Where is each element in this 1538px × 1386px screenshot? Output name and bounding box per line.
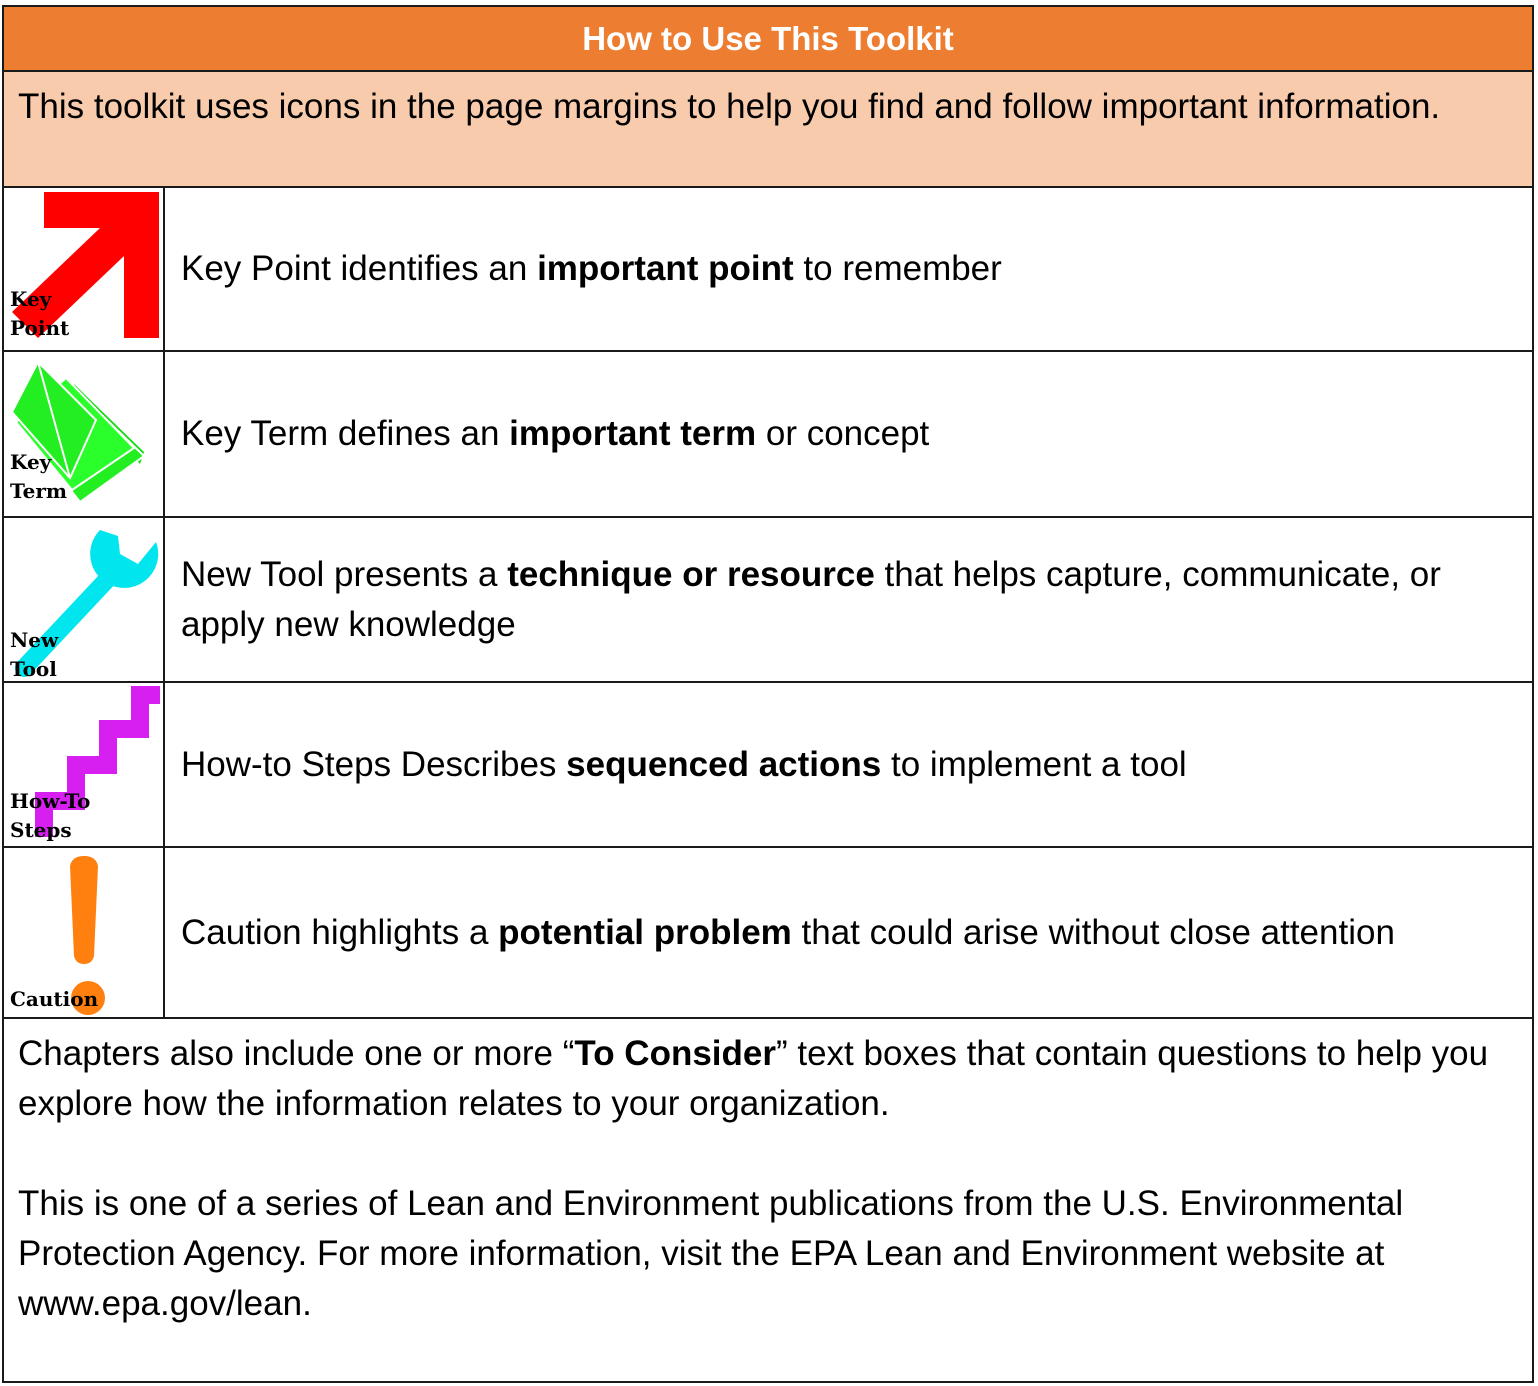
key-term-icon — [4, 352, 165, 516]
to-consider-note: Chapters also include one or more “To Consider” text boxes that contain questions to help you explore how the information relates to your organization. — [18, 1034, 1489, 1123]
footer-notes — [4, 1019, 1532, 1381]
new-tool-icon — [4, 518, 165, 681]
key-point-icon-label: Key Point — [10, 287, 70, 340]
item-row-caution — [4, 848, 1532, 1019]
key-term-description: Key Term defines an important term or concept — [181, 414, 930, 453]
how-to-steps-icon — [4, 683, 165, 846]
table-header — [4, 7, 1532, 72]
how-to-steps-description: How-to Steps Describes sequenced actions to implement a tool — [181, 744, 1187, 784]
caution-description: Caution highlights a potential problem that could arise without close attention — [181, 912, 1395, 952]
item-row-new-tool — [4, 518, 1532, 683]
new-tool-icon-label: New Tool — [10, 628, 59, 681]
toolkit-table — [2, 5, 1534, 1383]
new-tool-description: New Tool presents a technique or resource that helps capture, communicate, or apply new knowledge — [181, 554, 1441, 644]
intro-row — [4, 72, 1532, 188]
caution-icon-label: Caution — [10, 987, 99, 1011]
intro-text: This toolkit uses icons in the page margins to help you find and follow important information. — [18, 87, 1441, 126]
page-title: How to Use This Toolkit — [582, 19, 954, 57]
key-point-description: Key Point identifies an important point to remember — [181, 249, 1002, 288]
how-to-steps-icon-label: How-To Steps — [10, 789, 91, 842]
item-row-how-to-steps — [4, 683, 1532, 848]
key-point-icon — [4, 188, 165, 350]
epa-series-note: This is one of a series of Lean and Environment publications from the U.S. Environmental Protection Agency. For more information, visit the EPA Lean and Environment website at www.epa.gov/lean. — [18, 1184, 1404, 1323]
item-row-key-term — [4, 352, 1532, 518]
key-term-icon-label: Key Term — [10, 450, 68, 503]
caution-icon — [4, 848, 165, 1017]
item-row-key-point — [4, 188, 1532, 352]
